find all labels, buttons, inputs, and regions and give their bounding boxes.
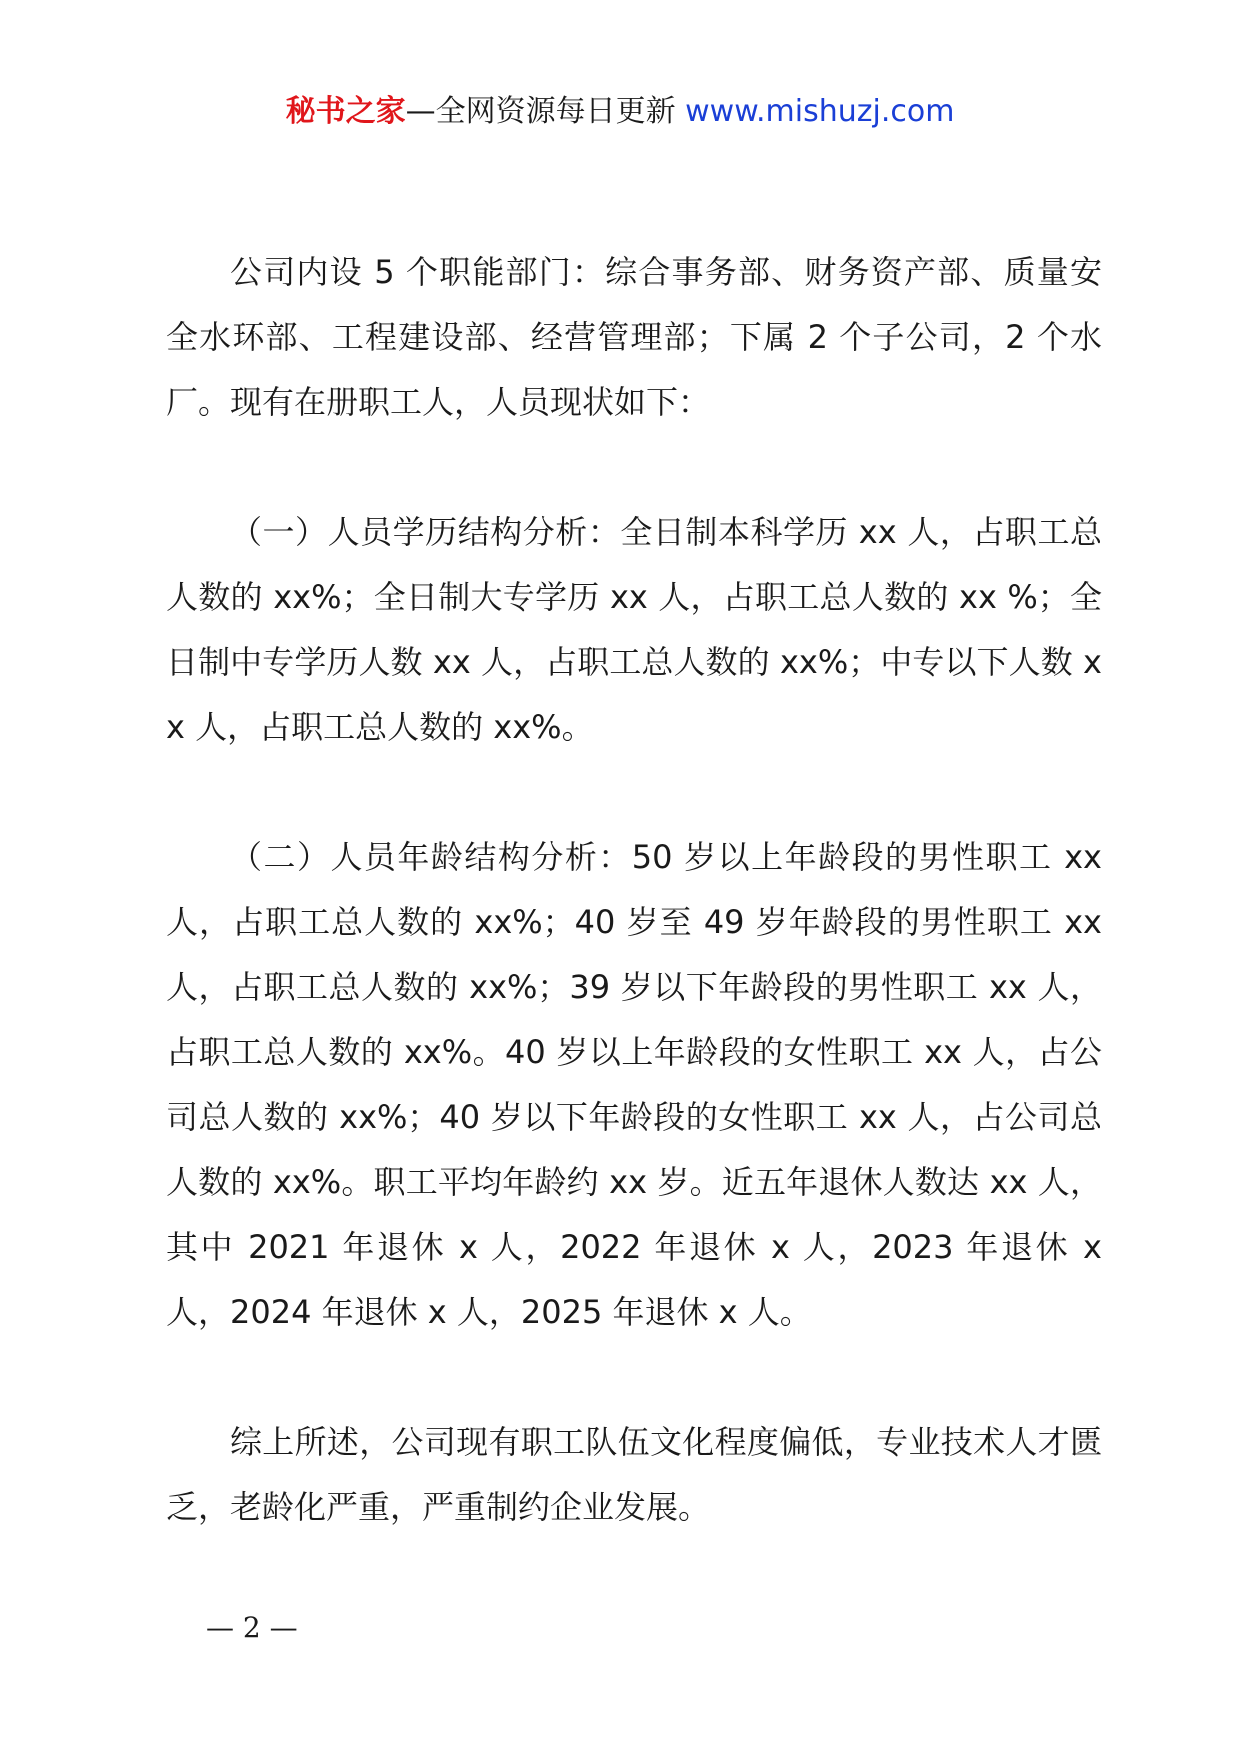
paragraph-summary: 综上所述，公司现有职工队伍文化程度偏低，专业技术人才匮乏，老龄化严重，严重制约企业发展。 — [166, 1423, 1102, 1526]
header-tagline: —全网资源每日更新 — [405, 94, 676, 129]
paragraph-age-structure: （二）人员年龄结构分析：50 岁以上年龄段的男性职工 xx 人，占职工总人数的 xx%；40 岁至 49 岁年龄段的男性职工 xx 人，占职工总人数的 xx%；39 岁以下年龄段的男性职工 xx 人，占职工总人数的 xx%。40 岁以上年龄段的女性职工 xx 人，占公司总人数的 xx%；40 岁以下年龄段的女性职工 xx 人，占公司总人数的 xx%。职工平均年龄约 xx 岁。近五年退休人数达 xx 人，其中 2021 年退休 x 人，2022 年退休 x 人，2023 年退休 x 人，2024 年退休 x 人，2025 年退休 x 人。 — [166, 838, 1102, 1331]
page-number: — 2 — — [206, 1611, 298, 1644]
paragraph-departments: 公司内设 5 个职能部门：综合事务部、财务资产部、质量安全水环部、工程建设部、经营管理部；下属 2 个子公司，2 个水厂。现有在册职工人，人员现状如下： — [166, 253, 1102, 421]
site-header — [0, 92, 1240, 132]
brand-name: 秘书之家 — [285, 94, 406, 129]
paragraph-education-structure: （一）人员学历结构分析：全日制本科学历 xx 人，占职工总人数的 xx%；全日制大专学历 xx 人，占职工总人数的 xx %；全日制中专学历人数 xx 人，占职工总人数的 xx%；中专以下人数 xx 人，占职工总人数的 xx%。 — [166, 513, 1102, 746]
site-url-link[interactable]: www.mishuzj.com — [685, 94, 955, 129]
document-body — [166, 240, 1102, 1540]
